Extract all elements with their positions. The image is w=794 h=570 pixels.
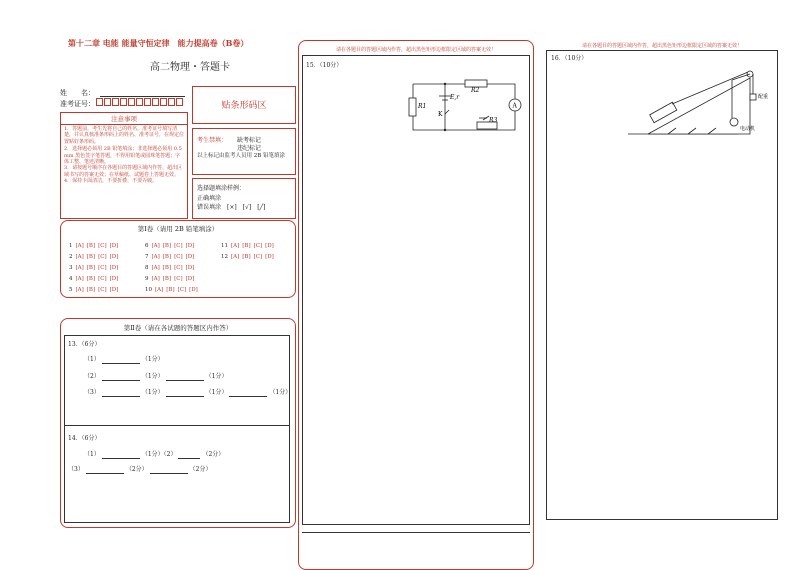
mc-option[interactable]: [A] — [151, 254, 160, 260]
mc-option[interactable]: [B] — [86, 287, 96, 293]
mc-option[interactable]: [D] — [189, 287, 198, 293]
mc-question-number: 11 — [221, 243, 228, 249]
mc-option[interactable]: [A] — [75, 243, 84, 249]
q15-label: 15．（10分） — [306, 62, 343, 69]
notice-box — [60, 112, 188, 219]
absent-mark[interactable]: 缺考标记 — [237, 137, 262, 144]
q16-label: 16．（10分） — [551, 55, 588, 62]
mc-question-number: 8 — [145, 265, 149, 271]
mc-option[interactable]: [C] — [98, 265, 107, 271]
part1-title: 第Ⅰ卷（请用 2B 铅笔填涂） — [137, 225, 219, 233]
fill-wrong: 错误填涂 — [197, 204, 222, 211]
mc-option[interactable]: [A] — [75, 265, 84, 271]
part1-box — [60, 220, 296, 298]
mc-option[interactable]: [C] — [174, 265, 183, 271]
mc-option[interactable]: [A] — [155, 287, 164, 293]
q13-blank-2[interactable] — [102, 373, 140, 381]
mc-option[interactable]: [D] — [185, 265, 195, 271]
q16-warning: 请在各题目的答题区域内作答，超出黑色矩形边框限定区域的答案无效！ — [581, 43, 742, 49]
mc-option[interactable]: [B] — [162, 243, 172, 249]
barcode-label: 贴条形码区 — [221, 101, 267, 111]
id-cells[interactable] — [96, 98, 184, 106]
mc-option[interactable]: [B] — [162, 265, 172, 271]
mc-option[interactable]: [A] — [75, 287, 84, 293]
mc-option[interactable]: [D] — [109, 287, 119, 293]
mc-question-5[interactable] — [69, 287, 118, 294]
mc-option[interactable]: [B] — [242, 254, 251, 260]
q16-motor-label: 电动机 — [740, 126, 756, 132]
mc-question-number: 4 — [69, 276, 73, 282]
q13-blank-1[interactable] — [102, 356, 140, 364]
notice-item-1: 1．答题前，考生先将自己的姓名，准考证号填写清楚，并认真核准条形码上的姓名、准考证号，在规定位置贴好条形码。 — [64, 126, 185, 145]
mc-question-7[interactable] — [145, 254, 194, 261]
part2-title: 第Ⅱ卷（请在各试题的答题区内作答） — [123, 324, 233, 332]
q15-r1-label: R1 — [418, 103, 427, 110]
notice-item-4: 4．保持卡面清洁，不要折叠，不要弄破。 — [64, 178, 158, 185]
mc-option[interactable]: [A] — [151, 265, 160, 271]
absent-label: 考生禁填： — [197, 137, 228, 144]
q14-label: 14．（6分） — [68, 435, 101, 442]
mc-option[interactable]: [D] — [185, 243, 195, 249]
exam-title: 第十二章 电能 能量守恒定律 能力提高卷（B卷） — [68, 38, 249, 48]
mc-option[interactable]: [B] — [166, 287, 175, 293]
q14-line2: （3） （2分） （2分） — [68, 466, 212, 473]
mc-question-3[interactable] — [69, 265, 118, 272]
mc-option[interactable]: [B] — [86, 276, 96, 282]
mc-question-number: 3 — [69, 265, 73, 271]
q13-line3: （3） （1分） （1分） （1分） — [84, 389, 292, 396]
mc-option[interactable]: [D] — [109, 265, 119, 271]
q16-incline-diagram — [628, 60, 768, 145]
mc-option[interactable]: [C] — [174, 276, 183, 282]
mc-option[interactable]: [B] — [86, 243, 96, 249]
mc-option[interactable]: [B] — [86, 254, 96, 260]
mc-option[interactable]: [D] — [109, 243, 119, 249]
mc-option[interactable]: [D] — [109, 276, 119, 282]
mc-option[interactable]: [C] — [174, 243, 183, 249]
mc-option[interactable]: [D] — [185, 276, 195, 282]
mc-question-2[interactable] — [69, 254, 118, 261]
q14-blank-4[interactable] — [150, 466, 188, 474]
mc-question-number: 6 — [145, 243, 149, 249]
q13-line1: （1） （1分） — [84, 356, 164, 363]
mc-question-number: 12 — [221, 254, 228, 260]
q15-r3-label: R3 — [489, 117, 498, 124]
mc-question-11[interactable] — [221, 243, 274, 250]
q14-blank-3[interactable] — [86, 466, 124, 474]
q13-blank-5[interactable] — [166, 389, 204, 397]
exam-subtitle: 高二物理・答题卡 — [150, 62, 230, 73]
q15-warning: 请在各题目的答题区域内作答，超出黑色矩形边框限定区域的答案无效！ — [335, 47, 496, 53]
mc-question-number: 9 — [145, 276, 149, 282]
mc-question-number: 2 — [69, 254, 73, 260]
q15-ammeter-label: A — [512, 102, 517, 110]
q13-label: 13．（6分） — [68, 341, 101, 348]
barcode-area — [192, 86, 296, 124]
mc-question-8[interactable] — [145, 265, 194, 272]
q15-circuit-diagram — [405, 72, 530, 142]
q15-bottom-line — [302, 532, 530, 533]
absent-desc: 以上标记由监考人员用 2B 铅笔填涂 — [197, 153, 286, 159]
q13-blank-6[interactable] — [229, 389, 267, 397]
mc-question-number: 7 — [145, 254, 149, 260]
fill-correct: 正确填涂 — [197, 195, 222, 202]
mc-option[interactable]: [C] — [253, 254, 263, 260]
mc-question-1[interactable] — [69, 243, 118, 250]
mc-option[interactable]: [D] — [265, 243, 274, 249]
mc-option[interactable]: [C] — [98, 276, 107, 282]
q16-weight-label: 配重 — [758, 94, 768, 100]
mc-option[interactable]: [C] — [98, 254, 107, 260]
mc-option[interactable]: [D] — [185, 254, 195, 260]
mc-option[interactable]: [B] — [162, 254, 172, 260]
mc-question-number: 5 — [69, 287, 73, 293]
name-field[interactable] — [100, 96, 185, 97]
fill-wrong-marks: [×] [√] [╱] — [227, 204, 266, 211]
notice-item-3: 3．请按题号顺序在各题目的答题区域内作答，超出区域书写的答案无效；在草稿纸、试题卷上答题无效。 — [64, 165, 183, 178]
notice-item-2: 2．选择题必须用 2B 铅笔填涂；非选择题必须用 0.5 mm 黑色签字笔答题，不得用铅笔或圆珠笔答题；字体工整、笔迹清晰。 — [64, 146, 182, 166]
name-label: 姓 名： — [60, 89, 95, 97]
q15-e-label: E,r — [450, 94, 460, 101]
mc-option[interactable]: [B] — [162, 276, 172, 282]
mc-question-12[interactable] — [221, 254, 274, 261]
fill-example-title: 选择题填涂样例： — [197, 185, 246, 192]
q14-blank-2[interactable] — [178, 451, 200, 459]
notice-title: 注意事项 — [61, 113, 187, 125]
absent-box — [192, 128, 296, 175]
q13-blank-4[interactable] — [102, 389, 140, 397]
mc-option[interactable]: [A] — [231, 254, 240, 260]
q13-line2: （2） （1分） （1分） — [84, 373, 228, 380]
mc-option[interactable]: [B] — [86, 265, 96, 271]
q15-r2-label: R2 — [471, 87, 480, 94]
part2-divider — [64, 425, 290, 426]
q13-blank-3[interactable] — [166, 373, 204, 381]
mc-option[interactable]: [A] — [151, 276, 160, 282]
mc-question-4[interactable] — [69, 276, 118, 283]
mc-option[interactable]: [D] — [265, 254, 274, 260]
mc-question-number: 1 — [69, 243, 73, 249]
mc-option[interactable]: [D] — [109, 254, 119, 260]
q14-line1: （1） （1分）（2） （2分） — [84, 451, 225, 458]
mc-option[interactable]: [C] — [98, 243, 107, 249]
mc-option[interactable]: [C] — [98, 287, 107, 293]
discipline-mark[interactable]: 违纪标记 — [237, 145, 262, 152]
mc-question-10[interactable] — [145, 287, 198, 294]
mc-option[interactable]: [C] — [177, 287, 187, 293]
mc-question-6[interactable] — [145, 243, 194, 250]
q15-k-label: K — [438, 111, 443, 118]
mc-option[interactable]: [C] — [174, 254, 183, 260]
mc-option[interactable]: [A] — [231, 243, 240, 249]
mc-question-9[interactable] — [145, 276, 194, 283]
mc-option[interactable]: [C] — [253, 243, 263, 249]
mc-option[interactable]: [B] — [242, 243, 251, 249]
q14-blank-1[interactable] — [102, 451, 140, 459]
mc-question-number: 10 — [145, 287, 152, 293]
mc-option[interactable]: [A] — [151, 243, 160, 249]
mc-option[interactable]: [A] — [75, 276, 84, 282]
fill-example-box — [192, 178, 296, 219]
mc-option[interactable]: [A] — [75, 254, 84, 260]
id-label: 准考证号： — [60, 100, 95, 108]
